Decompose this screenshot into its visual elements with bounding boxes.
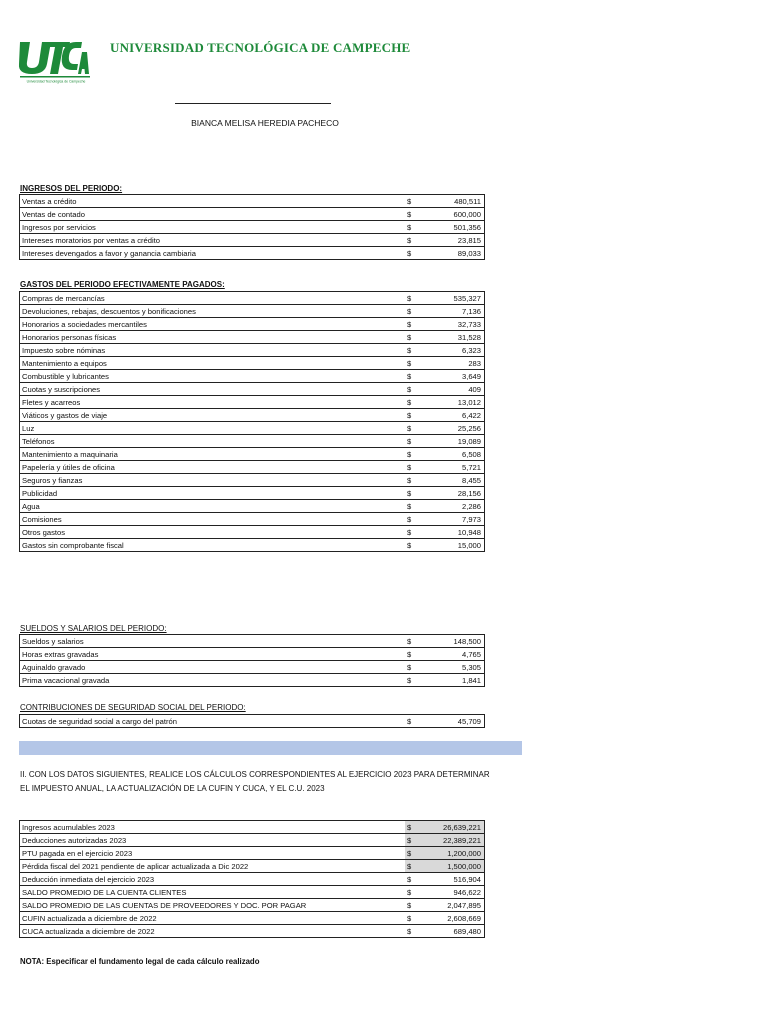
table-row	[20, 635, 485, 648]
table-row	[20, 500, 485, 513]
table-row	[20, 195, 485, 208]
row-value: 946,622	[423, 886, 485, 899]
currency-symbol: $	[405, 674, 423, 687]
row-value: 516,904	[423, 873, 485, 886]
currency-symbol: $	[405, 500, 423, 513]
row-value: 1,200,000	[423, 847, 485, 860]
row-value: 689,480	[423, 925, 485, 938]
table-row	[20, 383, 485, 396]
currency-symbol: $	[405, 234, 423, 247]
table-row	[20, 526, 485, 539]
currency-symbol: $	[405, 247, 423, 260]
row-value: 6,422	[423, 409, 485, 422]
currency-symbol: $	[405, 847, 423, 860]
currency-symbol: $	[405, 925, 423, 938]
table-row	[20, 370, 485, 383]
gastos-title: GASTOS DEL PERIODO EFECTIVAMENTE PAGADOS:	[20, 280, 225, 289]
currency-symbol: $	[405, 821, 423, 834]
table-row	[20, 674, 485, 687]
row-label: Pérdida fiscal del 2021 pendiente de aplicar actualizada a Dic 2022	[20, 860, 406, 873]
currency-symbol: $	[405, 383, 423, 396]
currency-symbol: $	[405, 661, 423, 674]
utcam-logo	[18, 36, 92, 84]
sueldos-title: SUELDOS Y SALARIOS DEL PERIODO:	[20, 624, 167, 633]
row-label: Otros gastos	[20, 526, 406, 539]
row-label: Intereses moratorios por ventas a crédito	[20, 234, 406, 247]
row-label: Deducción inmediata del ejercicio 2023	[20, 873, 406, 886]
instrucciones-line-1: II. CON LOS DATOS SIGUIENTES, REALICE LOS CÁLCULOS CORRESPONDIENTES AL EJERCICIO 2023 PARA DETERMINAR	[20, 770, 490, 779]
row-label: Prima vacacional gravada	[20, 674, 406, 687]
table-row	[20, 448, 485, 461]
row-value: 1,841	[423, 674, 485, 687]
table-row	[20, 899, 485, 912]
row-value: 501,356	[423, 221, 485, 234]
table-row	[20, 912, 485, 925]
currency-symbol: $	[405, 195, 423, 208]
currency-symbol: $	[405, 873, 423, 886]
nota: NOTA: Especificar el fundamento legal de cada cálculo realizado	[20, 957, 260, 966]
currency-symbol: $	[405, 221, 423, 234]
row-value: 2,286	[423, 500, 485, 513]
row-value: 15,000	[423, 539, 485, 552]
row-label: Teléfonos	[20, 435, 406, 448]
row-value: 31,528	[423, 331, 485, 344]
currency-symbol: $	[405, 635, 423, 648]
row-value: 19,089	[423, 435, 485, 448]
row-value: 89,033	[423, 247, 485, 260]
table-row	[20, 331, 485, 344]
currency-symbol: $	[405, 526, 423, 539]
currency-symbol: $	[405, 899, 423, 912]
row-label: Publicidad	[20, 487, 406, 500]
row-label: Ingresos acumulables 2023	[20, 821, 406, 834]
row-label: Horas extras gravadas	[20, 648, 406, 661]
table-row	[20, 435, 485, 448]
table-row	[20, 860, 485, 873]
row-value: 6,508	[423, 448, 485, 461]
table-row	[20, 221, 485, 234]
row-label: Ingresos por servicios	[20, 221, 406, 234]
row-value: 480,511	[423, 195, 485, 208]
row-label: Cuotas de seguridad social a cargo del patrón	[20, 715, 406, 728]
ingresos-title: INGRESOS DEL PERIODO:	[20, 184, 123, 193]
currency-symbol: $	[405, 513, 423, 526]
table-row	[20, 513, 485, 526]
currency-symbol: $	[405, 834, 423, 847]
row-label: Sueldos y salarios	[20, 635, 406, 648]
datos-2023-table	[19, 820, 485, 938]
currency-symbol: $	[405, 344, 423, 357]
row-label: Papelería y útiles de oficina	[20, 461, 406, 474]
signature-line	[175, 103, 331, 104]
university-name: UNIVERSIDAD TECNOLÓGICA DE CAMPECHE	[110, 40, 411, 55]
row-value: 10,948	[423, 526, 485, 539]
row-label: Impuesto sobre nóminas	[20, 344, 406, 357]
row-label: Honorarios a sociedades mercantiles	[20, 318, 406, 331]
table-row	[20, 715, 485, 728]
table-row	[20, 247, 485, 260]
currency-symbol: $	[405, 448, 423, 461]
table-row	[20, 487, 485, 500]
row-label: Ventas a crédito	[20, 195, 406, 208]
row-value: 5,305	[423, 661, 485, 674]
row-label: Aguinaldo gravado	[20, 661, 406, 674]
row-label: Intereses devengados a favor y ganancia cambiaria	[20, 247, 406, 260]
row-value: 45,709	[423, 715, 485, 728]
table-row	[20, 834, 485, 847]
table-row	[20, 821, 485, 834]
sueldos-table	[19, 634, 485, 687]
row-label: SALDO PROMEDIO DE LAS CUENTAS DE PROVEEDORES Y DOC. POR PAGAR	[20, 899, 406, 912]
row-value: 5,721	[423, 461, 485, 474]
row-value: 7,136	[423, 305, 485, 318]
table-row	[20, 318, 485, 331]
currency-symbol: $	[405, 648, 423, 661]
row-value: 283	[423, 357, 485, 370]
row-value: 409	[423, 383, 485, 396]
row-value: 2,047,895	[423, 899, 485, 912]
row-value: 26,639,221	[423, 821, 485, 834]
row-value: 148,500	[423, 635, 485, 648]
row-label: Ventas de contado	[20, 208, 406, 221]
currency-symbol: $	[405, 435, 423, 448]
row-value: 22,389,221	[423, 834, 485, 847]
table-row	[20, 925, 485, 938]
row-value: 23,815	[423, 234, 485, 247]
currency-symbol: $	[405, 886, 423, 899]
currency-symbol: $	[405, 715, 423, 728]
row-label: Seguros y fianzas	[20, 474, 406, 487]
table-row	[20, 234, 485, 247]
table-row	[20, 344, 485, 357]
row-value: 1,500,000	[423, 860, 485, 873]
currency-symbol: $	[405, 331, 423, 344]
table-row	[20, 208, 485, 221]
row-label: Mantenimiento a equipos	[20, 357, 406, 370]
currency-symbol: $	[405, 474, 423, 487]
currency-symbol: $	[405, 305, 423, 318]
table-row	[20, 461, 485, 474]
row-label: SALDO PROMEDIO DE LA CUENTA CLIENTES	[20, 886, 406, 899]
row-label: Honorarios personas físicas	[20, 331, 406, 344]
row-value: 2,608,669	[423, 912, 485, 925]
instrucciones-line-2: EL IMPUESTO ANUAL, LA ACTUALIZACIÓN DE LA CUFIN Y CUCA, Y EL C.U. 2023	[20, 784, 325, 793]
row-value: 13,012	[423, 396, 485, 409]
currency-symbol: $	[405, 318, 423, 331]
table-row	[20, 847, 485, 860]
row-label: Gastos sin comprobante fiscal	[20, 539, 406, 552]
row-value: 7,973	[423, 513, 485, 526]
currency-symbol: $	[405, 357, 423, 370]
table-row	[20, 305, 485, 318]
row-label: Luz	[20, 422, 406, 435]
row-label: Compras de mercancías	[20, 292, 406, 305]
row-label: Comisiones	[20, 513, 406, 526]
row-value: 28,156	[423, 487, 485, 500]
seguridad-social-title: CONTRIBUCIONES DE SEGURIDAD SOCIAL DEL PERIODO:	[20, 703, 246, 712]
section-highlight-bar	[19, 741, 522, 755]
currency-symbol: $	[405, 860, 423, 873]
table-row	[20, 292, 485, 305]
currency-symbol: $	[405, 539, 423, 552]
gastos-table	[19, 291, 485, 552]
row-value: 8,455	[423, 474, 485, 487]
currency-symbol: $	[405, 912, 423, 925]
row-label: Mantenimiento a maquinaria	[20, 448, 406, 461]
row-label: Deducciones autorizadas 2023	[20, 834, 406, 847]
currency-symbol: $	[405, 461, 423, 474]
row-value: 535,327	[423, 292, 485, 305]
svg-text:Universidad Tecnológica de Cam: Universidad Tecnológica de Campeche	[26, 79, 86, 84]
row-value: 3,649	[423, 370, 485, 383]
seguridad-social-table	[19, 714, 485, 728]
row-label: CUCA actualizada a diciembre de 2022	[20, 925, 406, 938]
table-row	[20, 474, 485, 487]
table-row	[20, 422, 485, 435]
row-label: CUFIN actualizada a diciembre de 2022	[20, 912, 406, 925]
currency-symbol: $	[405, 292, 423, 305]
row-value: 32,733	[423, 318, 485, 331]
currency-symbol: $	[405, 487, 423, 500]
row-label: Viáticos y gastos de viaje	[20, 409, 406, 422]
row-value: 6,323	[423, 344, 485, 357]
table-row	[20, 873, 485, 886]
currency-symbol: $	[405, 370, 423, 383]
row-label: Devoluciones, rebajas, descuentos y bonificaciones	[20, 305, 406, 318]
row-label: Agua	[20, 500, 406, 513]
row-label: Cuotas y suscripciones	[20, 383, 406, 396]
row-label: Combustible y lubricantes	[20, 370, 406, 383]
currency-symbol: $	[405, 208, 423, 221]
table-row	[20, 661, 485, 674]
currency-symbol: $	[405, 409, 423, 422]
row-value: 4,765	[423, 648, 485, 661]
table-row	[20, 886, 485, 899]
table-row	[20, 539, 485, 552]
table-row	[20, 357, 485, 370]
row-label: Fletes y acarreos	[20, 396, 406, 409]
ingresos-table	[19, 194, 485, 260]
row-label: PTU pagada en el ejercicio 2023	[20, 847, 406, 860]
currency-symbol: $	[405, 396, 423, 409]
table-row	[20, 648, 485, 661]
currency-symbol: $	[405, 422, 423, 435]
row-value: 600,000	[423, 208, 485, 221]
row-value: 25,256	[423, 422, 485, 435]
table-row	[20, 409, 485, 422]
student-name: BIANCA MELISA HEREDIA PACHECO	[191, 118, 339, 128]
table-row	[20, 396, 485, 409]
